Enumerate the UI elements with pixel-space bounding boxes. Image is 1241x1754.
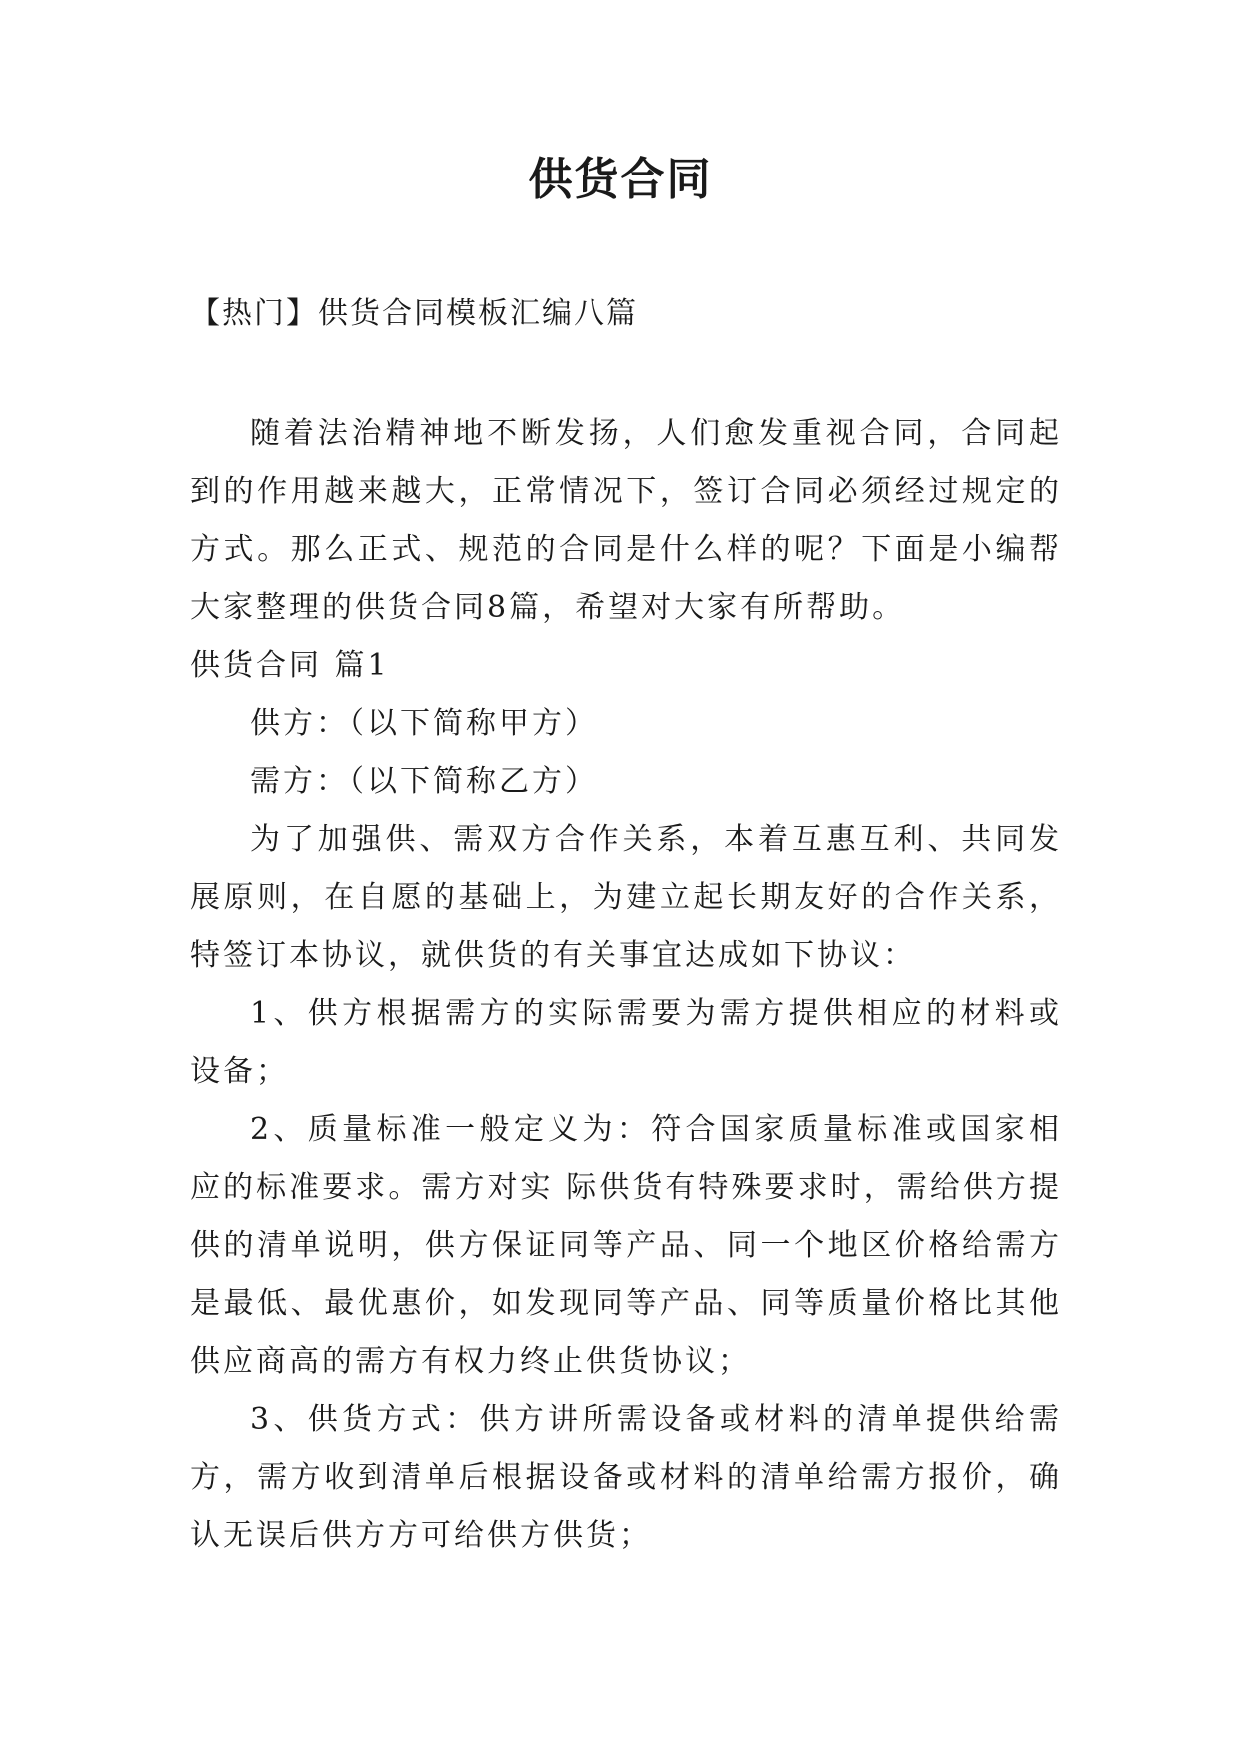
clause-1: 1、供方根据需方的实际需要为需方提供相应的材料或设备； (190, 996, 1062, 1089)
preamble-paragraph: 为了加强供、需双方合作关系，本着互惠互利、共同发展原则，在自愿的基础上，为建立起长期友好的合作关系，特签订本协议，就供货的有关事宜达成如下协议： (190, 822, 1062, 973)
section-heading: 供货合同 篇1 (190, 648, 390, 683)
supplier-line: 供方：（以下简称甲方） (250, 706, 598, 741)
buyer-line: 需方：（以下简称乙方） (250, 764, 598, 799)
document-body (190, 405, 1062, 1565)
document-subtitle: 【热门】供货合同模板汇编八篇 (190, 296, 638, 331)
clause-2: 2、质量标准一般定义为：符合国家质量标准或国家相应的标准要求。需方对实 际供货有特殊要求时，需给供方提供的清单说明，供方保证同等产品、同一个地区价格给需方是最低、最优惠价，如发现同等产品、同等质量价格比其他供应商高的需方有权力终止供货协议； (190, 1112, 1062, 1379)
intro-paragraph: 随着法治精神地不断发扬，人们愈发重视合同，合同起到的作用越来越大，正常情况下，签订合同必须经过规定的方式。那么正式、规范的合同是什么样的呢？下面是小编帮大家整理的供货合同8篇，希望对大家有所帮助。 (190, 416, 1062, 625)
document-title: 供货合同 (528, 154, 713, 205)
clause-3: 3、供货方式：供方讲所需设备或材料的清单提供给需方，需方收到清单后根据设备或材料的清单给需方报价，确认无误后供方方可给供方供货； (190, 1402, 1062, 1553)
